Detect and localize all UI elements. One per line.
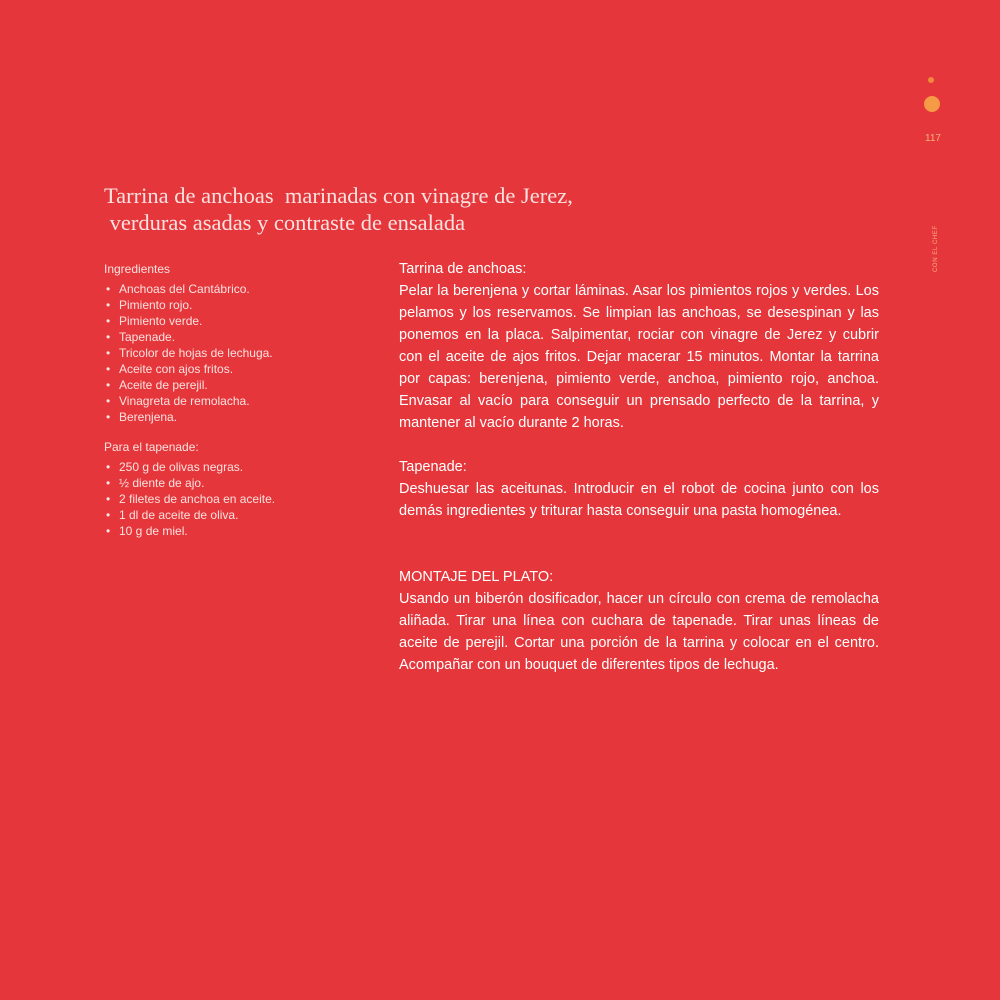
tapenade-ingredient-item: • 250 g de olivas negras. xyxy=(104,459,364,475)
tapenade-heading: Para el tapenade: xyxy=(104,440,199,454)
step-text-montaje: Usando un biberón dosificador, hacer un círculo con crema de remolacha aliñada. Tirar una línea con cuchara de tapenade. Tirar unas líneas de aceite de perejil. Cortar una porción de la tarrina y colocar en el centro. Acompañar con un bouquet de diferentes tipos de lechuga. xyxy=(399,591,879,673)
decorative-dot-small xyxy=(928,77,934,83)
recipe-title-line-1: Tarrina de anchoas marinadas con vinagre de Jerez, xyxy=(104,183,573,208)
tapenade-ingredient-item: • ½ diente de ajo. xyxy=(104,475,364,491)
recipe-title-line-2: verduras asadas y contraste de ensalada xyxy=(104,210,466,235)
ingredients-heading: Ingredientes xyxy=(104,262,171,276)
side-label xyxy=(933,172,943,272)
ingredient-item: • Tapenade. xyxy=(104,329,364,345)
ingredient-item: • Pimiento rojo. xyxy=(104,297,364,313)
tapenade-ingredient-item: • 10 g de miel. xyxy=(104,523,364,539)
ingredients-column xyxy=(104,261,364,539)
decorative-dot-large xyxy=(924,96,940,112)
step-heading-montaje: MONTAJE DEL PLATO: xyxy=(399,569,554,585)
step-heading-tarrina: Tarrina de anchoas: xyxy=(399,261,527,277)
recipe-title xyxy=(104,182,724,236)
ingredient-item: • Anchoas del Cantábrico. xyxy=(104,281,364,297)
ingredient-item: • Vinagreta de remolacha. xyxy=(104,393,364,409)
step-text-tarrina: Pelar la berenjena y cortar láminas. Asar los pimientos rojos y verdes. Los pelamos y los reservamos. Se limpian las anchoas, se desespinan y las ponemos en la placa. Salpimentar, rociar con vinagre de Jerez y cubrir con el aceite de ajos fritos. Dejar macerar 15 minutos. Montar la tarrina por capas: berenjena, pimiento verde, anchoa, pimiento rojo, anchoa. Envasar al vacío para conseguir un prensado perfecto de la tarrina, y mantener al vacío durante 2 horas. xyxy=(399,283,879,431)
step-heading-tapenade: Tapenade: xyxy=(399,459,467,475)
instructions-column xyxy=(399,258,879,676)
tapenade-ingredients-list xyxy=(104,459,364,539)
tapenade-ingredient-item: • 2 filetes de anchoa en aceite. xyxy=(104,491,364,507)
page-number: 117 xyxy=(925,133,941,144)
ingredient-item: • Berenjena. xyxy=(104,409,364,425)
tapenade-ingredient-item: • 1 dl de aceite de oliva. xyxy=(104,507,364,523)
ingredient-item: • Pimiento verde. xyxy=(104,313,364,329)
ingredient-item: • Aceite con ajos fritos. xyxy=(104,361,364,377)
ingredient-item: • Tricolor de hojas de lechuga. xyxy=(104,345,364,361)
step-text-tapenade: Deshuesar las aceitunas. Introducir en el robot de cocina junto con los demás ingredientes y triturar hasta conseguir una pasta homogénea. xyxy=(399,481,879,519)
ingredients-list xyxy=(104,281,364,425)
side-label-text: CON EL CHEF xyxy=(933,225,939,272)
ingredient-item: • Aceite de perejil. xyxy=(104,377,364,393)
